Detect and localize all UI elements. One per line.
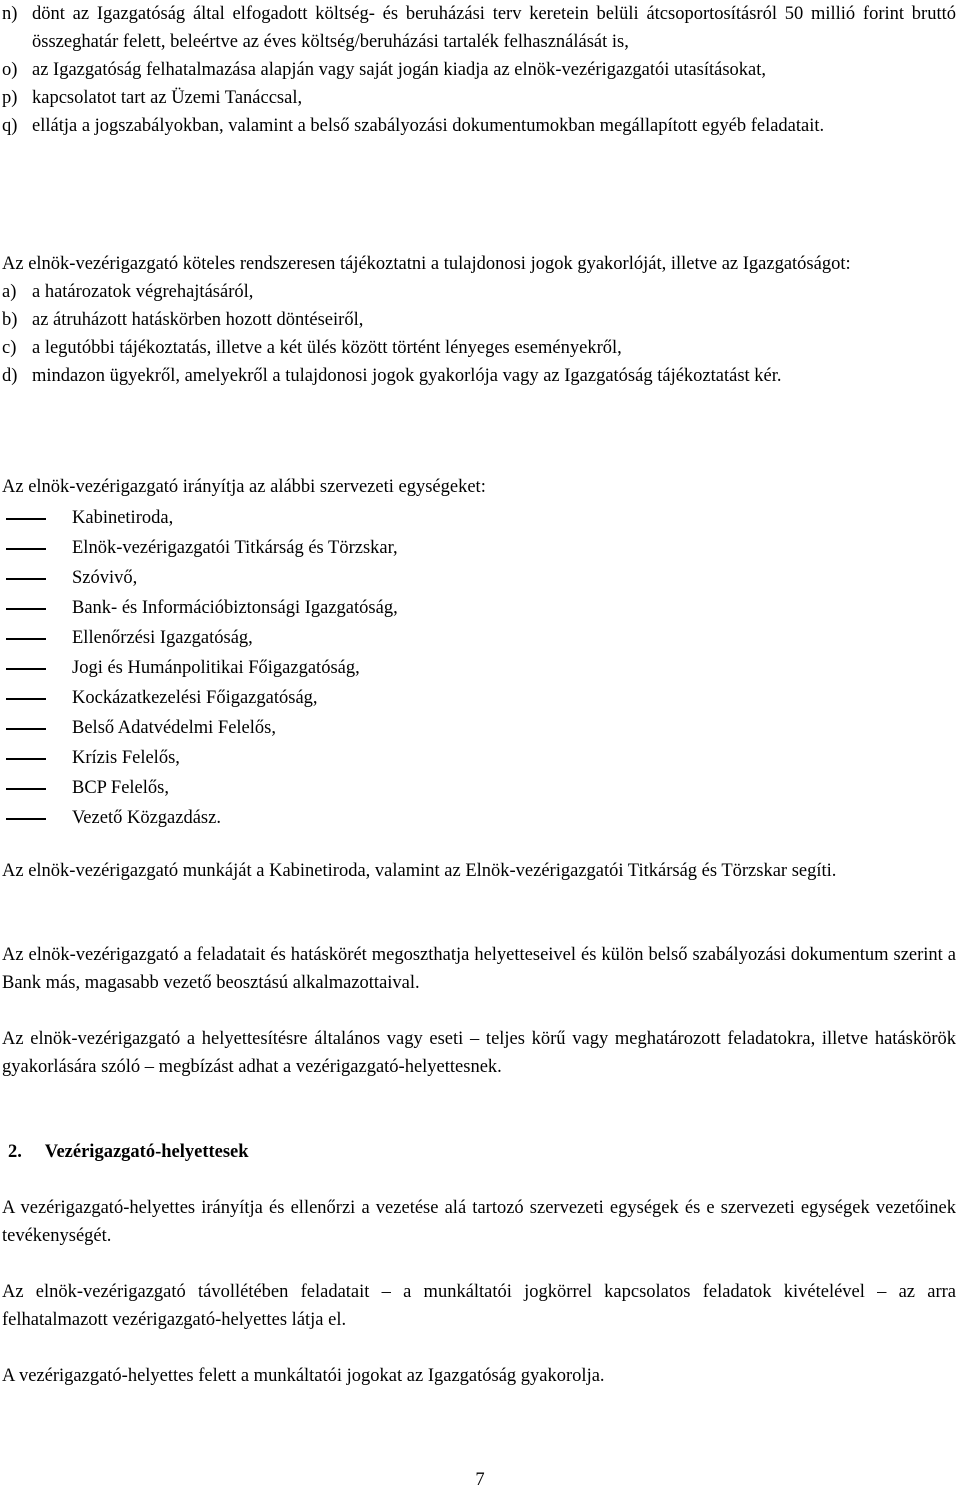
list-item (2, 306, 956, 334)
units-section (2, 473, 956, 833)
unit-item: Kabinetiroda, (2, 503, 956, 533)
list-marker: d) (2, 366, 18, 386)
list-marker: b) (2, 310, 18, 330)
paragraph-deputy: Az elnök-vezérigazgató a helyettesítésre általános vagy eseti – teljes körű vagy meghatározott feladatokra, illetve hatáskörök gyakorlására szóló – megbízást adhat a vezérigazgató-helyettesnek. (2, 1029, 956, 1077)
paragraph-support: Az elnök-vezérigazgató munkáját a Kabinetiroda, valamint az Elnök-vezérigazgatói Titkárság és Törzskar segíti. (2, 861, 837, 881)
list-top (2, 0, 956, 140)
paragraph-section-1: A vezérigazgató-helyettes irányítja és ellenőrzi a vezetése alá tartozó szervezeti egységek és e szervezeti egységek vezetőinek tevékenységét. (2, 1198, 956, 1246)
unit-item: Jogi és Humánpolitikai Főigazgatóság, (2, 653, 956, 683)
section-title: Vezérigazgató-helyettesek (44, 1142, 249, 1162)
list-item (2, 278, 956, 306)
list-text: a legutóbbi tájékoztatás, illetve a két ülés között történt lényeges eseményekről, (32, 338, 622, 358)
list-item (2, 56, 956, 84)
list-marker: q) (2, 116, 18, 136)
list-text: az Igazgatóság felhatalmazása alapján vagy saját jogán kiadja az elnök-vezérigazgatói utasításokat, (32, 60, 766, 80)
duty-section (2, 250, 956, 390)
unit-item: Kockázatkezelési Főigazgatóság, (2, 683, 956, 713)
unit-item: Ellenőrzési Igazgatóság, (2, 623, 956, 653)
section-heading (8, 1138, 956, 1166)
paragraph-section-3: A vezérigazgató-helyettes felett a munkáltatói jogokat az Igazgatóság gyakorolja. (2, 1366, 605, 1386)
unit-item: Elnök-vezérigazgatói Titkárság és Törzskar, (2, 533, 956, 563)
list-text: az átruházott hatáskörben hozott döntéseiről, (32, 310, 364, 330)
list-text: mindazon ügyekről, amelyekről a tulajdonosi jogok gyakorlója vagy az Igazgatóság tájékoztatást kér. (32, 366, 782, 386)
unit-item: Bank- és Információbiztonsági Igazgatóság, (2, 593, 956, 623)
unit-item: Szóvivő, (2, 563, 956, 593)
list-text: ellátja a jogszabályokban, valamint a belső szabályozási dokumentumokban megállapított egyéb feladatait. (32, 116, 825, 136)
paragraph-units: Az elnök-vezérigazgató irányítja az alábbi szervezeti egységeket: (2, 477, 486, 497)
list-item (2, 362, 956, 390)
list-item (2, 0, 956, 56)
list-marker: o) (2, 60, 18, 80)
list-item (2, 84, 956, 112)
page-number: 7 (475, 1470, 485, 1490)
list-item (2, 334, 956, 362)
list-text: dönt az Igazgatóság által elfogadott költség- és beruházási terv keretein belüli átcsoportosításról 50 millió forint bruttó összeghatár felett, beleértve az éves költség/beruházási tartalék felhasználását is, (32, 4, 956, 52)
paragraph-section-2: Az elnök-vezérigazgató távollétében feladatait – a munkáltatói jogkörrel kapcsolatos feladatok kivételével – az arra felhatalmazott vezérigazgató-helyettes látja el. (2, 1282, 956, 1330)
section-number: 2. (8, 1142, 22, 1162)
list-marker: c) (2, 338, 17, 358)
paragraph-duty: Az elnök-vezérigazgató köteles rendszeresen tájékoztatni a tulajdonosi jogok gyakorlóját, illetve az Igazgatóságot: (2, 254, 851, 274)
paragraph-share: Az elnök-vezérigazgató a feladatait és hatáskörét megoszthatja helyetteseivel és külön belső szabályozási dokumentum szerint a Bank más, magasabb vezető beosztású alkalmazottaival. (2, 945, 956, 993)
unit-item: Krízis Felelős, (2, 743, 956, 773)
list-text: kapcsolatot tart az Üzemi Tanáccsal, (32, 88, 303, 108)
unit-item: Belső Adatvédelmi Felelős, (2, 713, 956, 743)
list-marker: a) (2, 282, 17, 302)
list-text: a határozatok végrehajtásáról, (32, 282, 254, 302)
unit-item: Vezető Közgazdász. (2, 803, 956, 833)
unit-item: BCP Felelős, (2, 773, 956, 803)
list-item (2, 112, 956, 140)
list-marker: n) (2, 4, 18, 24)
list-marker: p) (2, 88, 18, 108)
